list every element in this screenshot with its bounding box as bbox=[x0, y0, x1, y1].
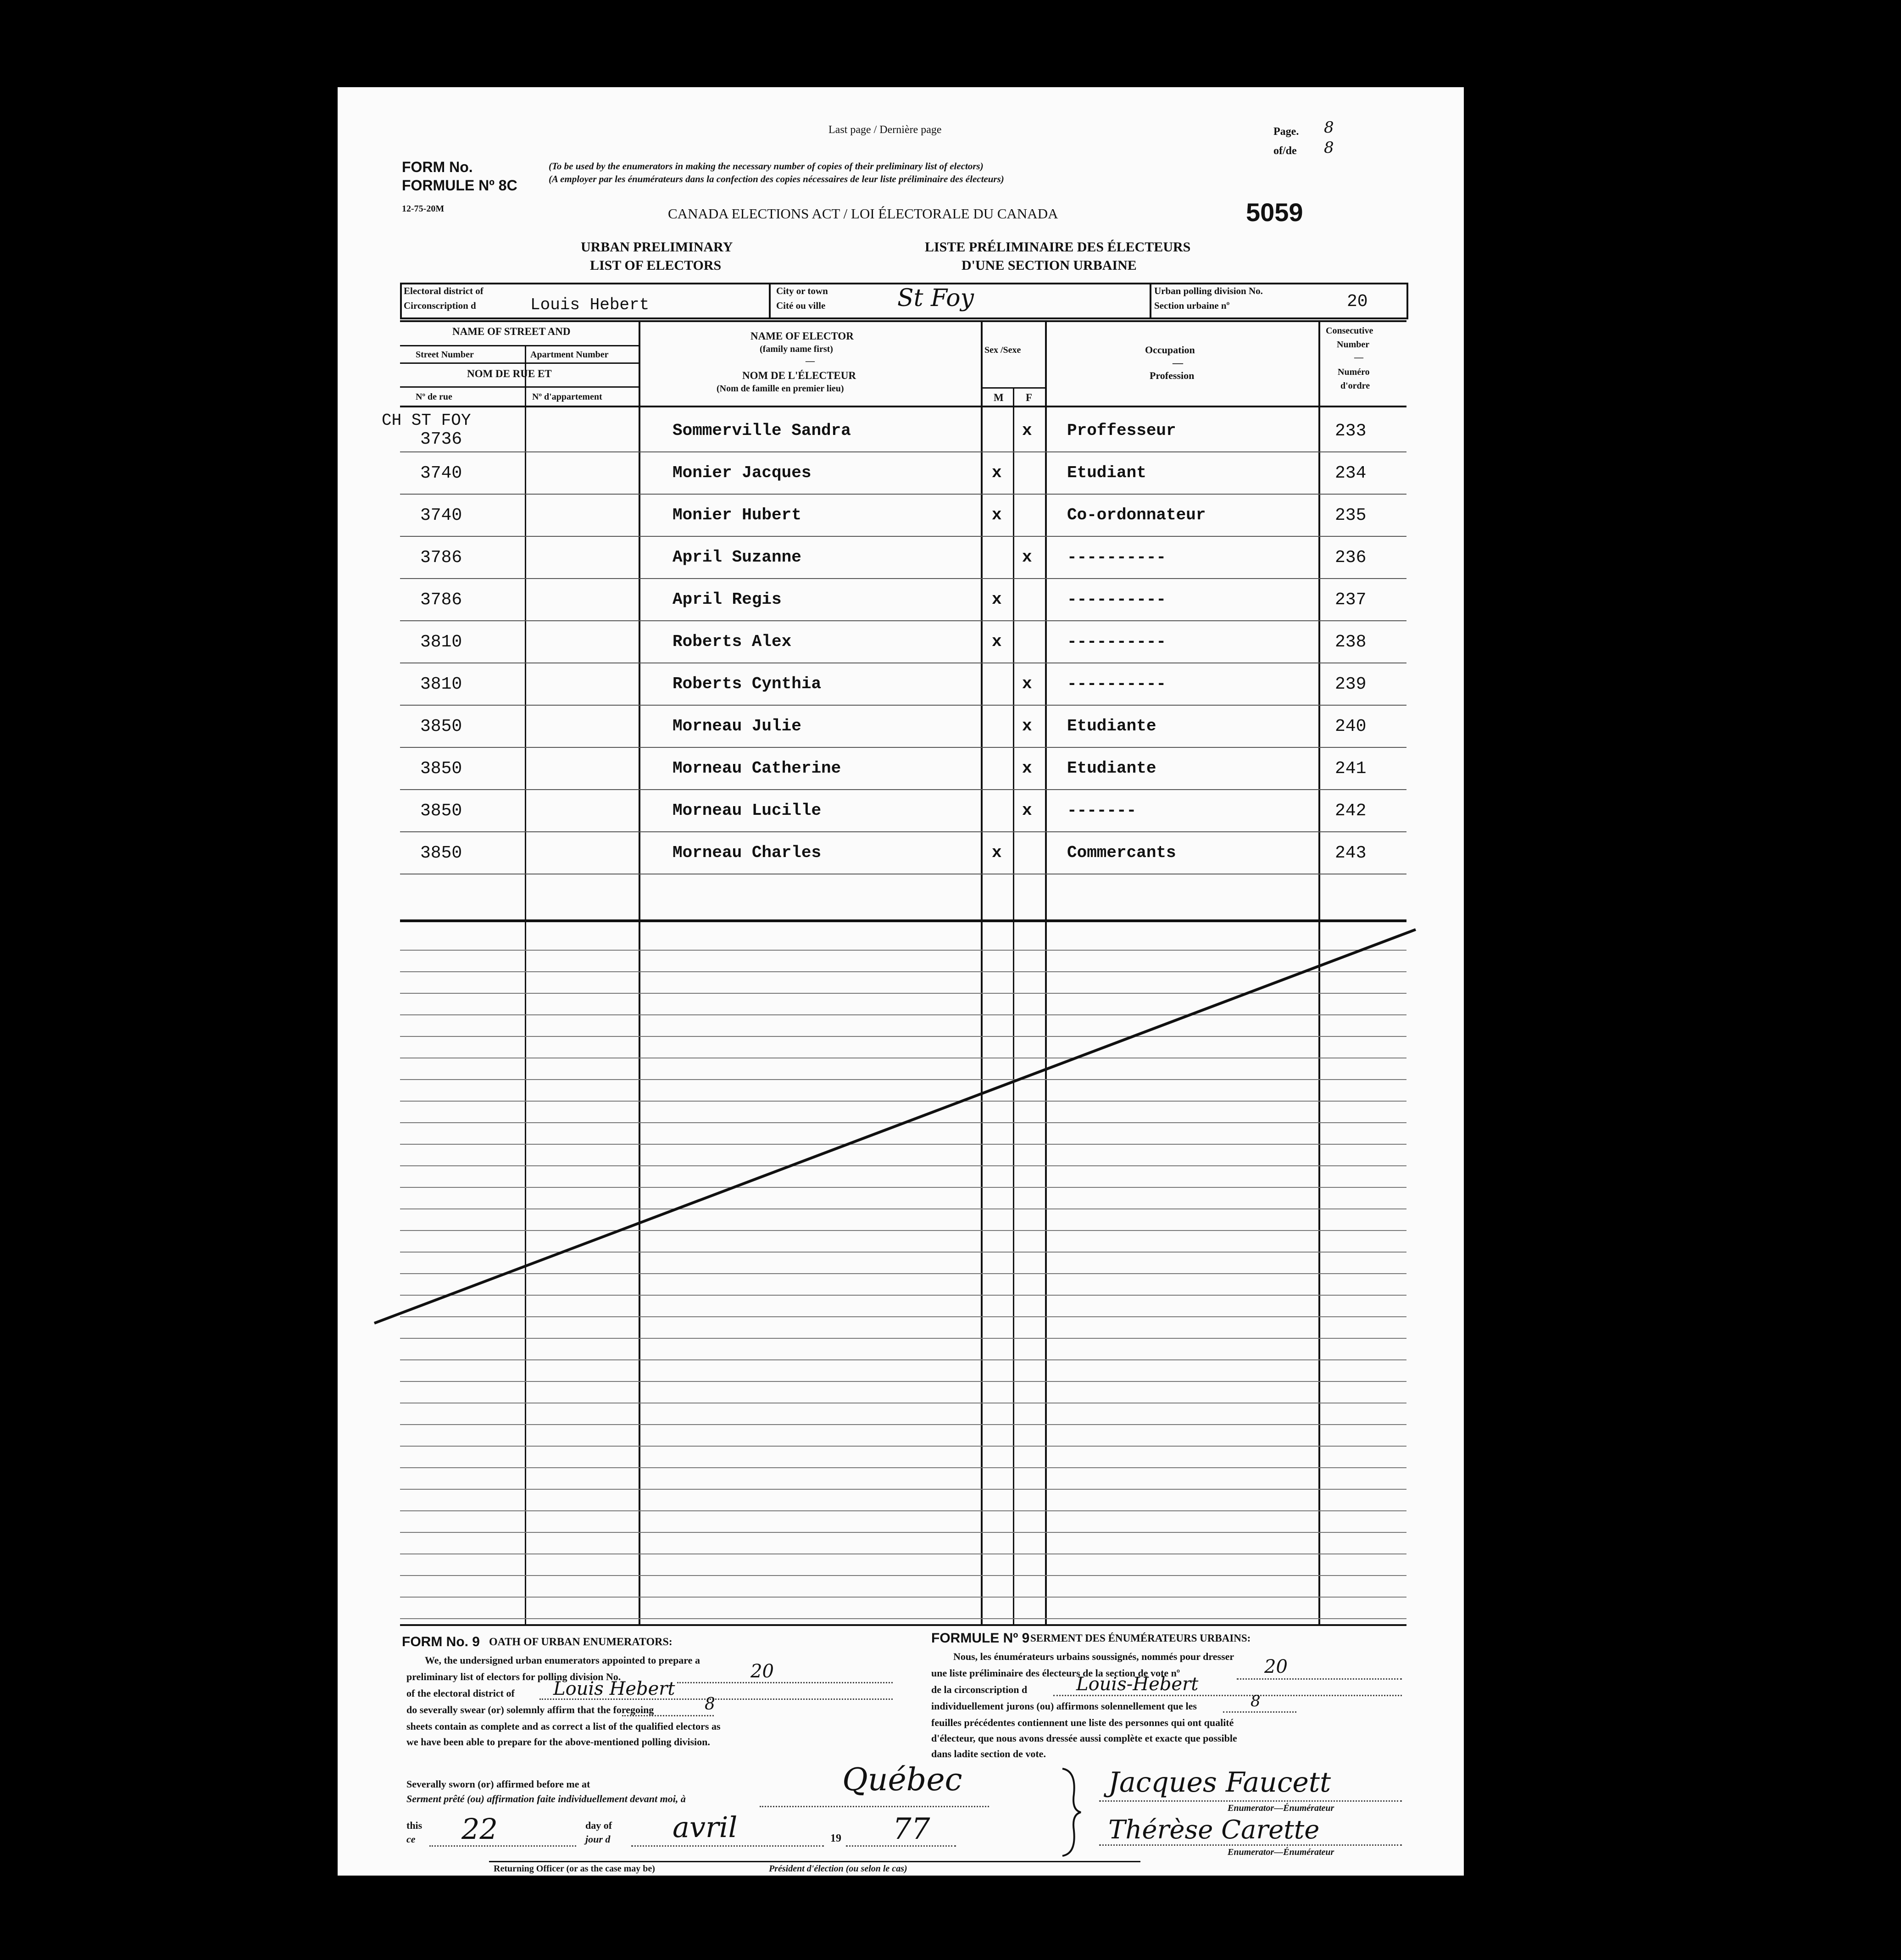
year-prefix: 19 bbox=[830, 1832, 841, 1844]
elector-name: Sommerville Sandra bbox=[673, 421, 851, 440]
returning-officer-fr: Président d'élection (ou selon le cas) bbox=[769, 1864, 907, 1874]
oath-fr-line-2: une liste préliminaire des électeurs de la section de vote nº bbox=[931, 1667, 1180, 1679]
consecutive-number: 242 bbox=[1335, 801, 1367, 821]
oath-en-line-4: do severally swear (or) solemnly affirm that the foregoing bbox=[406, 1704, 654, 1715]
consecutive-number: 238 bbox=[1335, 632, 1367, 652]
sex-mark: x bbox=[1022, 421, 1032, 440]
this-en: this bbox=[406, 1820, 422, 1831]
col-sex: Sex /Sexe bbox=[984, 345, 1021, 355]
col-occupation-1: Occupation bbox=[1145, 344, 1195, 356]
consecutive-number: 236 bbox=[1335, 548, 1367, 568]
col-occupation-3: Profession bbox=[1150, 370, 1195, 381]
division-label-2: Section urbaine nº bbox=[1154, 300, 1230, 311]
street-number: 3740 bbox=[420, 463, 462, 483]
street-number: 3786 bbox=[420, 548, 462, 568]
brace-mark bbox=[1058, 1766, 1085, 1858]
col-number-3: — bbox=[1354, 352, 1363, 362]
consecutive-number: 241 bbox=[1335, 759, 1367, 779]
col-street-fr: NOM DE RUE ET bbox=[467, 368, 552, 379]
consecutive-number: 233 bbox=[1335, 421, 1367, 441]
elector-name: Monier Hubert bbox=[673, 506, 801, 524]
street-number: 3736 bbox=[420, 429, 462, 449]
elector-name: Morneau Charles bbox=[673, 843, 822, 862]
occupation: Etudiante bbox=[1067, 759, 1156, 778]
col-name-2: (family name first) bbox=[760, 344, 833, 354]
form-number-fr: FORMULE Nº 8C bbox=[402, 177, 517, 194]
hw-sheets: 8 bbox=[705, 1695, 715, 1714]
district-label-1: Electoral district of bbox=[404, 285, 484, 296]
street-number: 3850 bbox=[420, 843, 462, 863]
elector-name: Monier Jacques bbox=[673, 463, 812, 482]
list-title-en-1: URBAN PRELIMINARY bbox=[581, 239, 733, 255]
usage-note-fr: (A employer par les énumérateurs dans la confection des copies nécessaires de leur liste préliminaire des électeurs) bbox=[549, 173, 1004, 184]
of-total: 8 bbox=[1324, 139, 1334, 157]
col-name-4: NOM DE L'ÉLECTEUR bbox=[742, 370, 856, 381]
sworn-day: 22 bbox=[461, 1812, 498, 1846]
list-title-fr-2: D'UNE SECTION URBAINE bbox=[962, 258, 1137, 273]
oath-fr-line-6: d'électeur, que nous avons dressée aussi complète et exacte que possible bbox=[931, 1732, 1237, 1744]
of-label: of/de bbox=[1273, 145, 1297, 157]
hw-division-fr: 20 bbox=[1264, 1656, 1288, 1677]
consecutive-number: 240 bbox=[1335, 717, 1367, 736]
col-name-1: NAME OF ELECTOR bbox=[750, 330, 854, 342]
sex-mark: x bbox=[1022, 717, 1032, 735]
elector-name: Roberts Cynthia bbox=[673, 674, 822, 693]
oath-fr-title: FORMULE Nº 9 bbox=[931, 1631, 1030, 1646]
col-number-1: Consecutive bbox=[1326, 326, 1373, 336]
occupation: Commercants bbox=[1067, 843, 1176, 862]
day-of-en: day of bbox=[585, 1820, 612, 1831]
consecutive-number: 239 bbox=[1335, 674, 1367, 694]
elector-name: Morneau Julie bbox=[673, 717, 801, 735]
sworn-month: avril bbox=[673, 1810, 738, 1844]
oath-en-line-2: preliminary list of electors for polling division No. bbox=[406, 1671, 621, 1682]
district-value: Louis Hebert bbox=[530, 295, 650, 314]
street-number: 3786 bbox=[420, 590, 462, 610]
sworn-en: Severally sworn (or) affirmed before me at bbox=[406, 1778, 590, 1790]
division-value: 20 bbox=[1347, 292, 1368, 312]
occupation: ---------- bbox=[1067, 632, 1167, 651]
sex-mark: x bbox=[992, 843, 1002, 862]
occupation: Etudiante bbox=[1067, 717, 1156, 735]
oath-en-subtitle: OATH OF URBAN ENUMERATORS: bbox=[489, 1636, 673, 1648]
sworn-place: Québec bbox=[842, 1762, 962, 1798]
col-apartment: Apartment Number bbox=[530, 350, 609, 360]
hw-district: Louis Hebert bbox=[553, 1678, 675, 1699]
sex-mark: x bbox=[1022, 801, 1032, 820]
district-label-2: Circonscription d bbox=[404, 300, 476, 311]
occupation: ------- bbox=[1067, 801, 1137, 820]
list-title-fr-1: LISTE PRÉLIMINAIRE DES ÉLECTEURS bbox=[925, 239, 1191, 255]
usage-note-en: (To be used by the enumerators in making the necessary number of copies of their preliminary list of electors) bbox=[549, 161, 984, 172]
street-number: 3810 bbox=[420, 674, 462, 694]
occupation: Co-ordonnateur bbox=[1067, 506, 1206, 524]
occupation: ---------- bbox=[1067, 590, 1167, 609]
col-number-5: d'ordre bbox=[1340, 381, 1370, 391]
sex-mark: x bbox=[992, 506, 1002, 524]
oath-en-line-1: We, the undersigned urban enumerators appointed to prepare a bbox=[425, 1654, 700, 1666]
sex-mark: x bbox=[1022, 548, 1032, 567]
sex-mark: x bbox=[992, 632, 1002, 651]
list-title-en-2: LIST OF ELECTORS bbox=[590, 258, 722, 273]
day-of-fr: jour d bbox=[585, 1833, 611, 1845]
oath-en-line-5: sheets contain as complete and as correct a list of the qualified electors as bbox=[406, 1721, 721, 1732]
col-number-2: Number bbox=[1337, 340, 1370, 350]
hw-division: 20 bbox=[750, 1661, 774, 1682]
oath-en-line-3: of the electoral district of bbox=[406, 1687, 515, 1699]
hw-district-fr: Louis-Hebert bbox=[1076, 1674, 1199, 1695]
elector-name: Roberts Alex bbox=[673, 632, 792, 651]
oath-fr-line-3: de la circonscription d bbox=[931, 1684, 1028, 1695]
sworn-fr: Serment prêté (ou) affirmation faite individuellement devant moi, à bbox=[406, 1793, 686, 1804]
elector-name: April Regis bbox=[673, 590, 782, 609]
occupation: ---------- bbox=[1067, 548, 1167, 567]
street-number: 3850 bbox=[420, 717, 462, 736]
street-name: CH ST FOY bbox=[382, 411, 471, 430]
page-label: Page. bbox=[1273, 126, 1299, 138]
page-number: 8 bbox=[1324, 118, 1334, 137]
col-number-4: Numéro bbox=[1338, 367, 1370, 377]
enumerator-signature-2: Thérèse Carette bbox=[1108, 1815, 1320, 1845]
elector-name: April Suzanne bbox=[673, 548, 801, 567]
oath-fr-subtitle: SERMENT DES ÉNUMÉRATEURS URBAINS: bbox=[1030, 1632, 1251, 1644]
enumerator-label-2: Enumerator—Énumérateur bbox=[1228, 1847, 1334, 1857]
enumerator-signature-1: Jacques Faucett bbox=[1108, 1766, 1331, 1799]
sex-mark: x bbox=[1022, 759, 1032, 778]
enumerator-label-1: Enumerator—Énumérateur bbox=[1228, 1803, 1334, 1813]
elector-name: Morneau Lucille bbox=[673, 801, 822, 820]
street-number: 3740 bbox=[420, 506, 462, 525]
sex-mark: x bbox=[992, 590, 1002, 609]
returning-officer-en: Returning Officer (or as the case may be) bbox=[494, 1864, 655, 1874]
city-label-2: Cité ou ville bbox=[776, 300, 826, 311]
street-number: 3810 bbox=[420, 632, 462, 652]
this-fr: ce bbox=[406, 1833, 416, 1845]
consecutive-number: 235 bbox=[1335, 506, 1367, 525]
consecutive-number: 234 bbox=[1335, 463, 1367, 483]
col-occupation-2: — bbox=[1173, 357, 1183, 368]
occupation: Etudiant bbox=[1067, 463, 1146, 482]
col-f: F bbox=[1026, 392, 1033, 403]
consecutive-number: 237 bbox=[1335, 590, 1367, 610]
last-page-label: Last page / Dernière page bbox=[828, 124, 942, 136]
col-no-rue: Nº de rue bbox=[416, 392, 452, 402]
col-street-number: Street Number bbox=[416, 350, 474, 360]
form-code: 12-75-20M bbox=[402, 204, 445, 214]
col-name-5: (Nom de famille en premier lieu) bbox=[717, 384, 844, 394]
sex-mark: x bbox=[992, 463, 1002, 482]
col-no-app: Nº d'appartement bbox=[532, 392, 602, 402]
division-label-1: Urban polling division No. bbox=[1154, 285, 1263, 296]
hw-sheets-fr: 8 bbox=[1251, 1692, 1261, 1710]
oath-en-title: FORM No. 9 bbox=[402, 1634, 480, 1649]
cancel-diagonal-stroke bbox=[338, 87, 1464, 1876]
street-number: 3850 bbox=[420, 759, 462, 779]
street-number: 3850 bbox=[420, 801, 462, 821]
occupation: ---------- bbox=[1067, 674, 1167, 693]
city-label-1: City or town bbox=[776, 285, 828, 296]
document-stamp-number: 5059 bbox=[1246, 198, 1303, 227]
city-value: St Foy bbox=[897, 284, 974, 312]
oath-fr-line-4: individuellement jurons (ou) affirmons solennellement que les bbox=[931, 1700, 1197, 1712]
elector-name: Morneau Catherine bbox=[673, 759, 841, 778]
oath-fr-line-7: dans ladite section de vote. bbox=[931, 1748, 1046, 1760]
occupation: Proffesseur bbox=[1067, 421, 1176, 440]
col-name-3: — bbox=[806, 356, 815, 366]
col-m: M bbox=[994, 392, 1004, 403]
consecutive-number: 243 bbox=[1335, 843, 1367, 863]
oath-fr-line-5: feuilles précédentes contiennent une liste des personnes qui ont qualité bbox=[931, 1717, 1234, 1728]
act-title: CANADA ELECTIONS ACT / LOI ÉLECTORALE DU CANADA bbox=[668, 206, 1058, 222]
oath-fr-line-1: Nous, les énumérateurs urbains soussignés, nommés pour dresser bbox=[953, 1651, 1234, 1662]
col-street-header: NAME OF STREET AND bbox=[452, 326, 571, 337]
oath-en-line-6: we have been able to prepare for the above-mentioned polling division. bbox=[406, 1736, 710, 1748]
sworn-year: 77 bbox=[893, 1812, 930, 1846]
form-page bbox=[338, 87, 1464, 1876]
sex-mark: x bbox=[1022, 674, 1032, 693]
form-number-en: FORM No. bbox=[402, 159, 473, 175]
